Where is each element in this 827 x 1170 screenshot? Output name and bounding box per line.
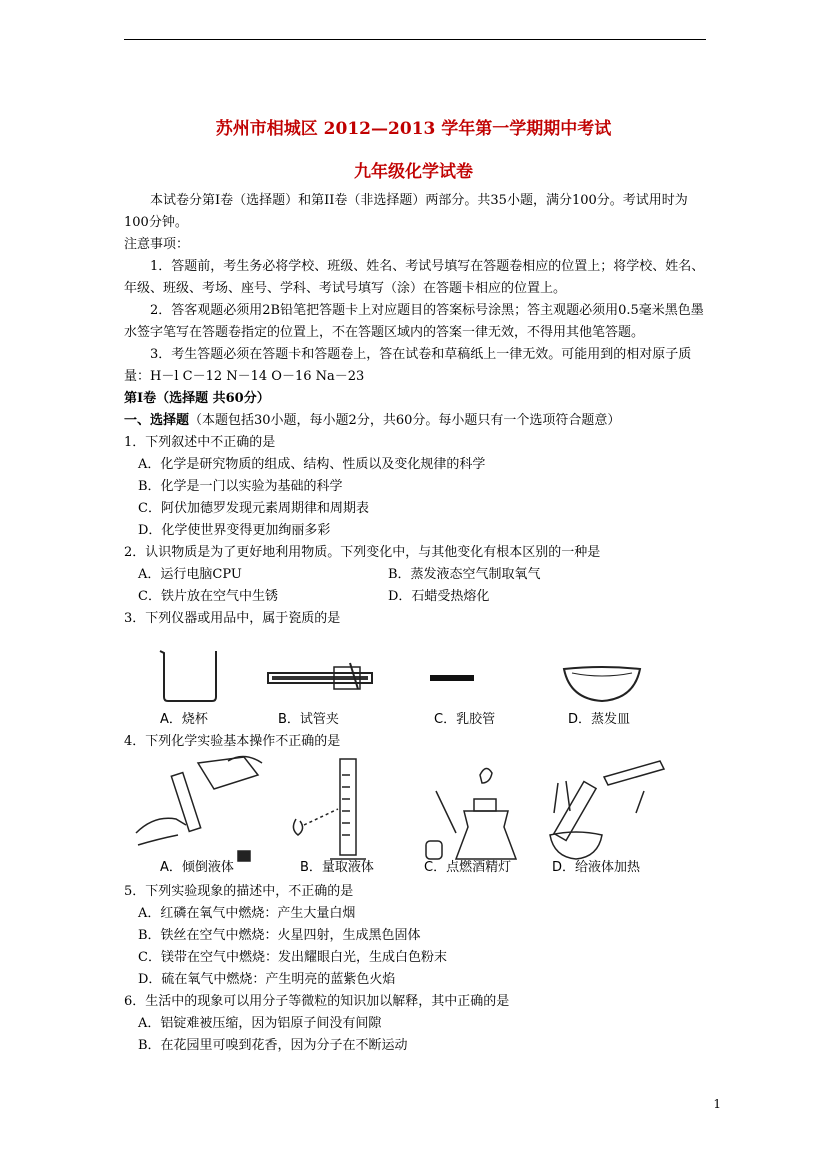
q3-figure: [124, 645, 706, 730]
notes-title: 注意事项：: [124, 237, 190, 252]
q2-options-row-2: [124, 586, 706, 608]
q2-option-d: D．石蜡受热熔化: [388, 589, 490, 604]
exam-subtitle: 九年级化学试卷: [354, 162, 473, 182]
q4-figure-svg: [124, 755, 706, 880]
q5-option-d: D．硫在氧气中燃烧：产生明亮的蓝紫色火焰: [138, 972, 396, 987]
note-3: 3．考生答题必须在答题卡和答题卷上，答在试卷和草稿纸上一律无效。可能用到的相对原子质量：H－l C－12 N－14 O－16 Na－23: [124, 347, 692, 384]
section-title: 第Ⅰ卷（选择题 共60分）: [124, 391, 270, 406]
q6-stem: 6．生活中的现象可以用分子等微粒的知识加以解释，其中正确的是: [124, 994, 510, 1009]
q1-option-c: C．阿伏加德罗发现元素周期律和周期表: [138, 501, 369, 516]
q2-options-row-1: [124, 564, 706, 586]
header-rule: [124, 39, 706, 40]
graduated-cylinder-illustration: [293, 759, 366, 859]
note-2: 2．答客观题必须用2B铅笔把答题卡上对应题目的答案标号涂黑；答主观题必须用0.5毫米黑色墨水签字笔写在答题卷指定的位置上，不在答题区域内的答案一律无效，不得用其他笔答题。: [124, 303, 704, 340]
lighting-alcohol-lamp-illustration: [426, 768, 516, 859]
q3-figure-svg: [124, 645, 706, 730]
q2-option-b: B．蒸发液态空气制取氧气: [388, 567, 541, 582]
q5-option-b: B．铁丝在空气中燃烧：火星四射，生成黑色固体: [138, 928, 421, 943]
q6-option-b: B．在花园里可嗅到花香，因为分子在不断运动: [138, 1038, 408, 1053]
heating-liquid-illustration: [550, 761, 664, 859]
q4-stem-block: [124, 731, 706, 753]
q3-caption-d: D．蒸发皿: [568, 712, 631, 727]
intro-paragraph: 本试卷分第Ⅰ卷（选择题）和第II卷（非选择题）两部分。共35小题，满分100分。考试用时为100分钟。: [124, 193, 688, 230]
q2-option-a: A．运行电脑CPU: [138, 567, 242, 582]
q3-caption-c: C．乳胶管: [434, 712, 496, 727]
q2-option-c: C．铁片放在空气中生锈: [138, 589, 278, 604]
exam-title: 苏州市相城区 2012—2013 学年第一学期期中考试: [215, 119, 612, 139]
q3-stem: 3．下列仪器或用品中，属于瓷质的是: [124, 611, 341, 626]
part-label: 一、选择题: [124, 413, 190, 428]
q1-stem: 1．下列叙述中不正确的是: [124, 435, 276, 450]
q1-option-b: B．化学是一门以实验为基础的科学: [138, 479, 343, 494]
q4-stem: 4．下列化学实验基本操作不正确的是: [124, 734, 341, 749]
q3-caption-a: A．烧杯: [160, 712, 208, 727]
part-heading: [124, 410, 706, 432]
part-desc: （本题包括30小题，每小题2分，共60分。每小题只有一个选项符合题意）: [189, 413, 621, 428]
q5-option-a: A．红磷在氧气中燃烧：产生大量白烟: [138, 906, 356, 921]
q6-option-a: A．铝锭难被压缩，因为铝原子间没有间隙: [138, 1016, 382, 1031]
q4-caption-a: A．倾倒液体: [160, 860, 234, 875]
q4-figure: [124, 755, 706, 880]
q4-caption-d: D．给液体加热: [552, 860, 641, 875]
page-number: 1: [713, 1097, 721, 1111]
q1-option-a: A．化学是研究物质的组成、结构、性质以及变化规律的科学: [138, 457, 486, 472]
text-block-2: [124, 881, 706, 1057]
rubber-tube-illustration: [430, 675, 474, 681]
evaporating-dish-illustration: [564, 667, 640, 701]
pouring-liquid-illustration: [136, 756, 262, 861]
q3-caption-b: B．试管夹: [278, 712, 339, 727]
note-1: 1．答题前，考生务必将学校、班级、姓名、考试号填写在答题卷相应的位置上；将学校、姓名、年级、班级、考场、座号、学科、考试号填写（涂）在答题卡相应的位置上。: [124, 259, 705, 296]
q4-caption-b: B．量取液体: [300, 860, 374, 875]
text-block-1: [124, 190, 706, 630]
q1-option-d: D．化学使世界变得更加绚丽多彩: [138, 523, 331, 538]
beaker-illustration: [160, 651, 216, 701]
q5-option-c: C．镁带在空气中燃烧：发出耀眼白光，生成白色粉末: [138, 950, 447, 965]
q2-stem: 2．认识物质是为了更好地利用物质。下列变化中，与其他变化有根本区别的一种是: [124, 545, 601, 560]
test-tube-holder-illustration: [268, 663, 372, 689]
q5-stem: 5．下列实验现象的描述中，不正确的是: [124, 884, 354, 899]
q4-caption-c: C．点燃酒精灯: [424, 860, 512, 875]
